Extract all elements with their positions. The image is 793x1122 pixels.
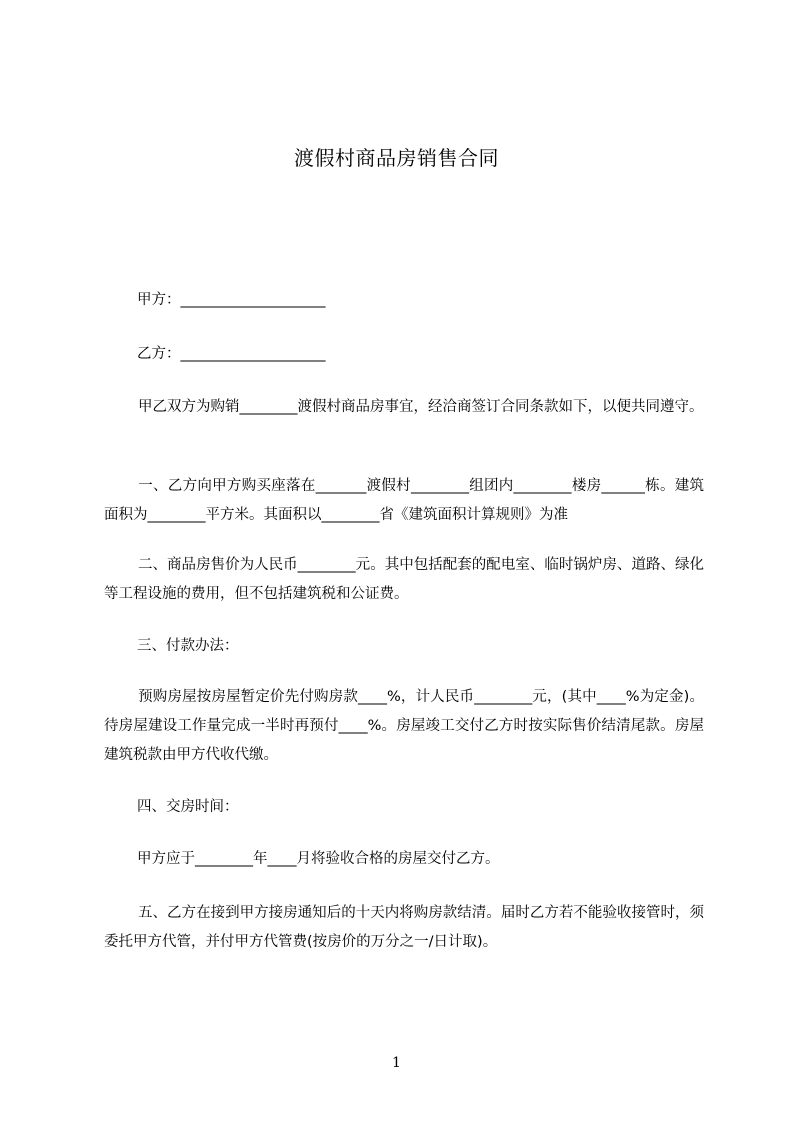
clause-3-paragraph [104,683,704,770]
clause-3-text: 预购房屋按房屋暂定价先付购房款____%，计人民币________元，(其中____%为定金)。待房屋建设工作量完成一半时再预付____%。房屋竣工交付乙方时按实际售价结清尾款。房屋建筑税款由甲方代收代缴。 [104,689,704,763]
party-a-line: 甲方：____________________ [137,292,326,308]
clause-4-body: 甲方应于________年____月将验收合格的房屋交付乙方。 [137,851,500,867]
clause-1-paragraph [104,472,704,530]
document-title: 渡假村商品房销售合同 [294,146,499,170]
intro-paragraph [104,393,704,422]
clause-3-heading: 三、付款办法： [137,638,239,654]
clause-5-paragraph [104,899,704,957]
page-number: 1 [392,1055,401,1071]
intro-text: 甲乙双方为购销________渡假村商品房事宜，经洽商签订合同条款如下，以便共同遵守。 [138,399,704,415]
clause-2-paragraph [104,551,704,609]
clause-4-heading: 四、交房时间： [137,799,239,815]
party-b-line: 乙方：____________________ [137,346,326,362]
clause-5-text: 五、乙方在接到甲方接房通知后的十天内将购房款结清。届时乙方若不能验收接管时，须委托甲方代管，并付甲方代管费(按房价的万分之一/日计取)。 [104,905,704,950]
clause-2-text: 二、商品房售价为人民币________元。其中包括配套的配电室、临时锅炉房、道路、绿化等工程设施的费用，但不包括建筑税和公证费。 [104,557,704,602]
clause-1-text: 一、乙方向甲方购买座落在_______渡假村________组团内________楼房______栋。建筑面积为________平方米。其面积以________省《建筑面积计算规则》为准 [104,478,704,523]
